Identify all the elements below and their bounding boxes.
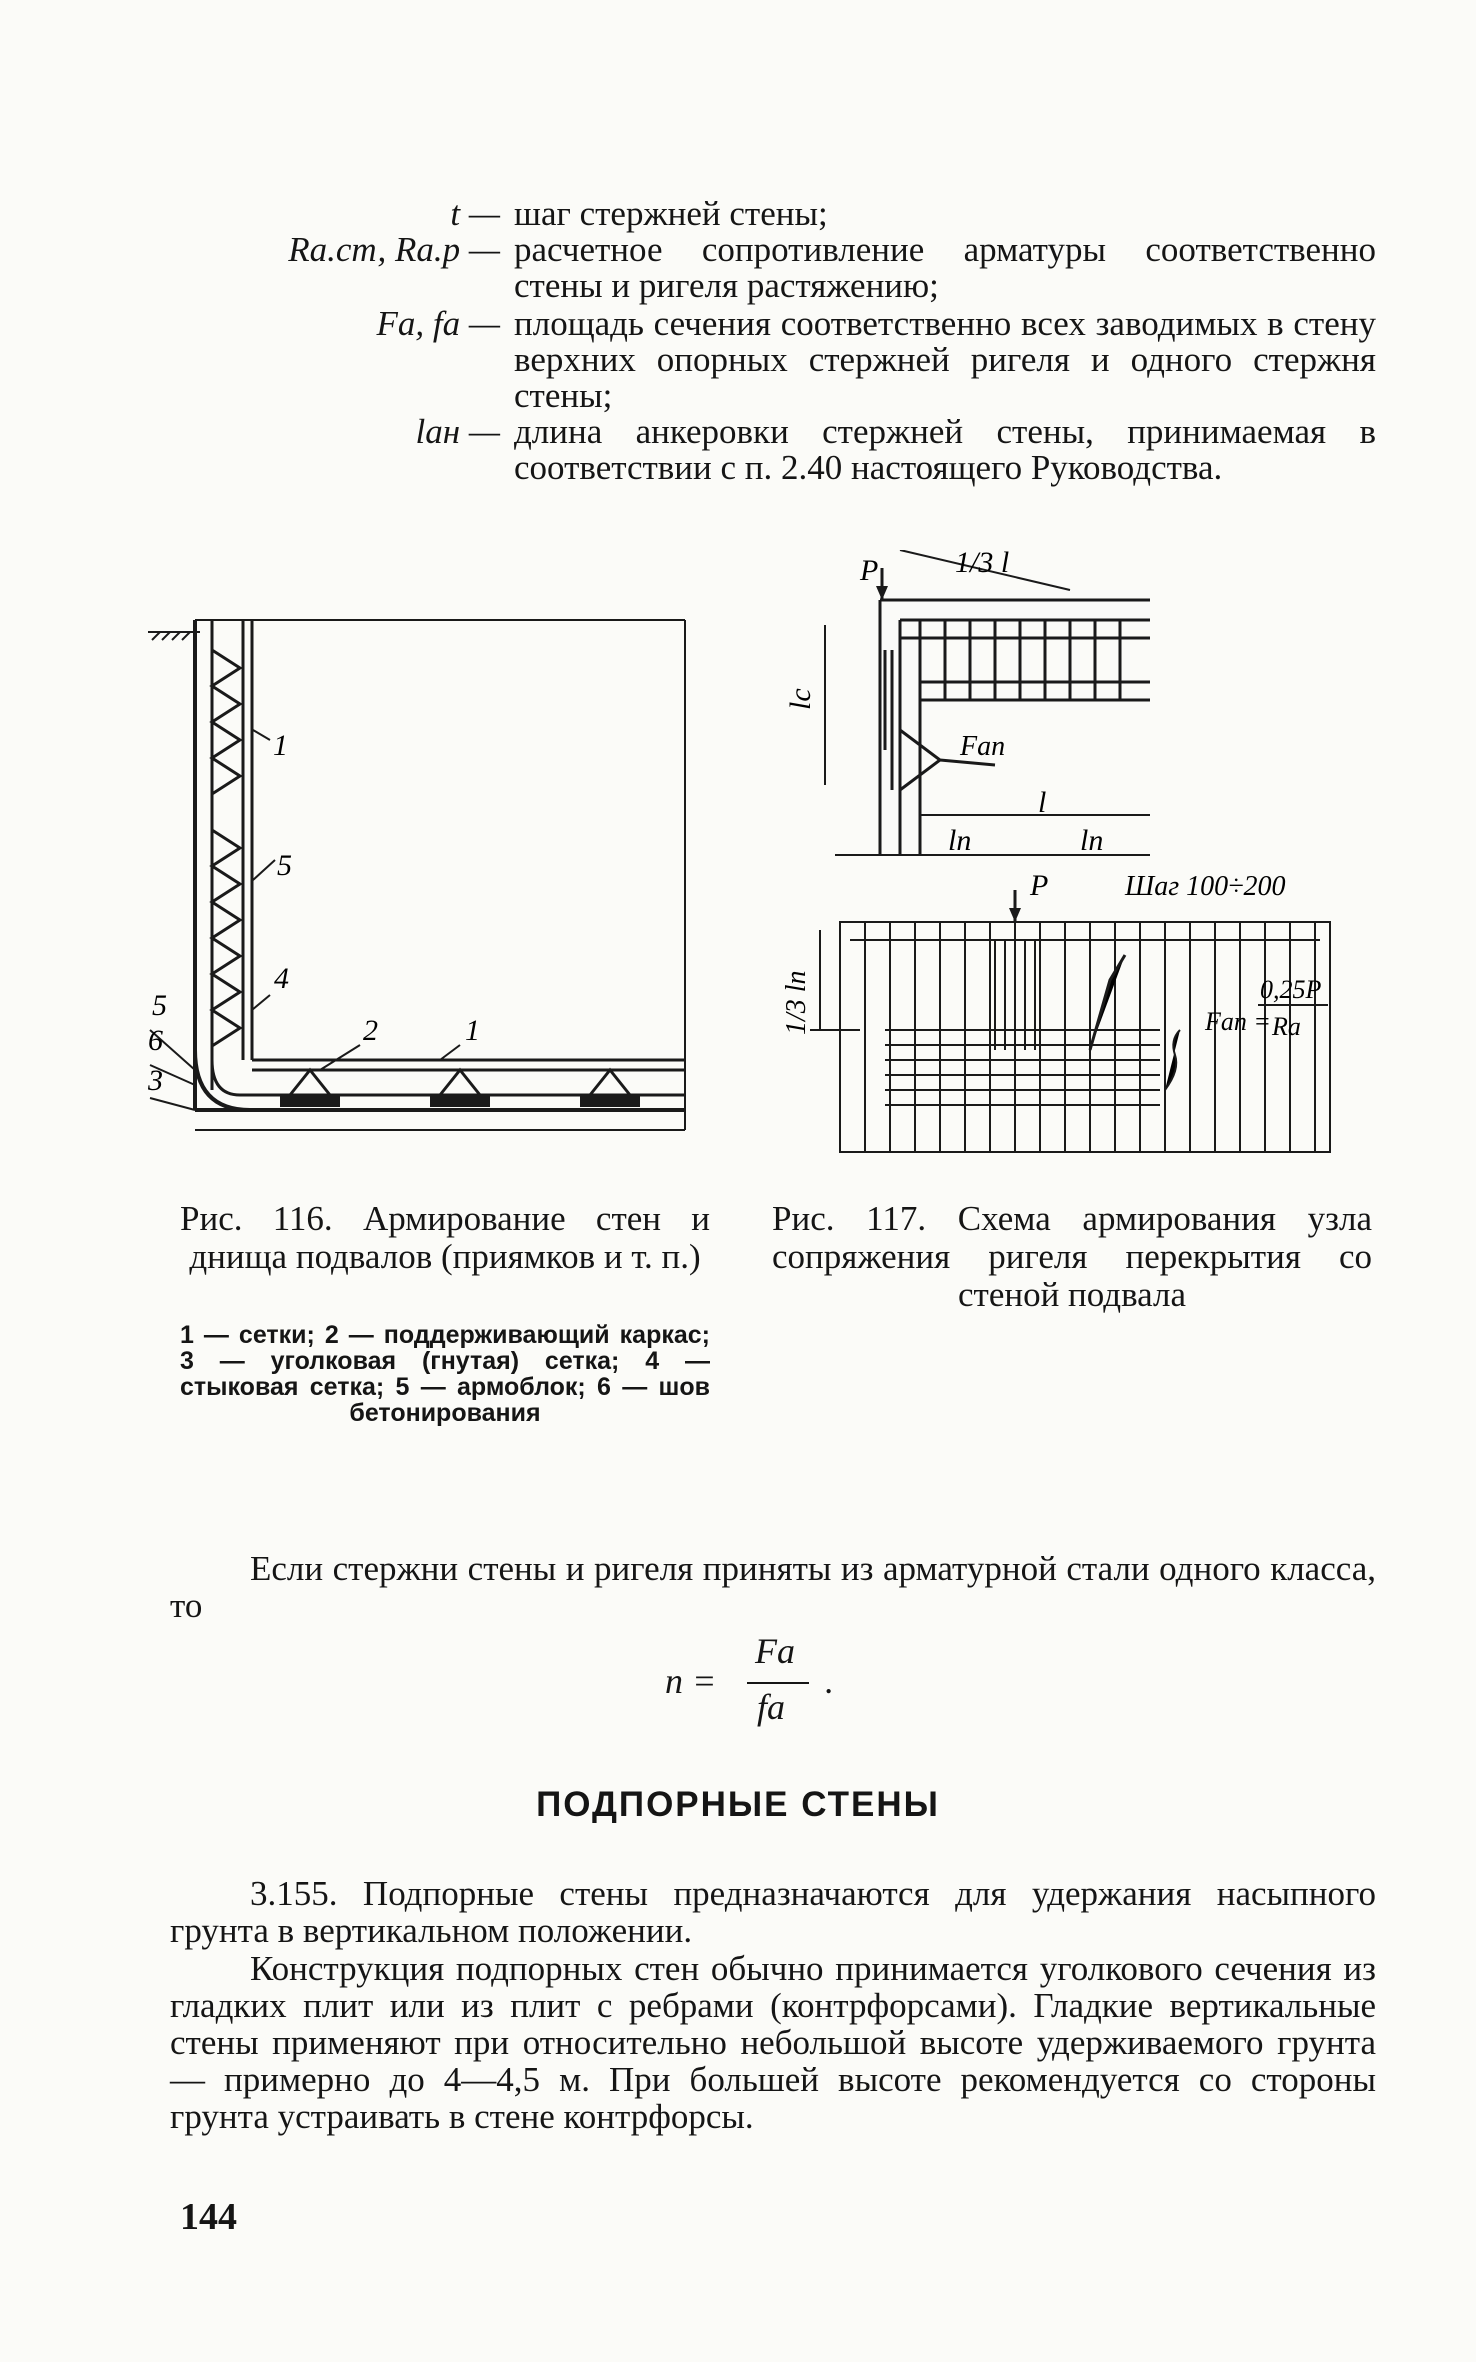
fig117-label: 1/3 l — [955, 550, 1010, 579]
fig117-label: 1/3 ln — [781, 970, 812, 1035]
fig117-label: Fan — [960, 731, 1006, 762]
def-text: шаг стержней стены; — [514, 194, 828, 233]
fraction-bar — [747, 1682, 809, 1684]
figure-117-drawing — [780, 550, 1350, 1165]
fig116-label: 1 — [465, 1014, 480, 1047]
fig117-label: Ra — [1272, 1012, 1301, 1041]
formula-end: . — [825, 1661, 834, 1701]
def-text: расчетное сопротивление арматуры соответственно стены и ригеля растяжению; — [514, 230, 1376, 305]
fig116-label: 5 — [277, 849, 292, 882]
fig117-label: P — [1030, 869, 1049, 902]
def-symbol: lан — — [415, 412, 500, 451]
page-number: 144 — [180, 2196, 237, 2238]
fig117-label: lc — [784, 688, 817, 710]
formula-numerator: Fа — [755, 1631, 795, 1671]
fig116-label: 1 — [273, 729, 288, 762]
figure-117-caption: Рис. 117. Схема армирования узла сопряжения ригеля перекрытия со стеной подвала — [772, 1199, 1372, 1314]
paragraph: Конструкция подпорных стен обычно принимается уголкового сечения из гладких плит или из плит с ребрами (контрфорсами). Гладкие вертикальные стены применяют при относительно небольшой высоте удерживаемого грунта — примерно до 4—4,5 м. При большей высоте рекомендуется со стороны грунта устраивать в стене контрфорсы. — [170, 1949, 1376, 2136]
figure-116-legend: 1 — сетки; 2 — поддерживающий каркас; 3 — уголковая (гнутая) сетка; 4 — стыковая сетка; 5 — армоблок; 6 — шов бетонирования — [180, 1321, 710, 1427]
section-heading: ПОДПОРНЫЕ СТЕНЫ — [536, 1785, 940, 1824]
paragraph: Если стержни стены и ригеля приняты из арматурной стали одного класса, то — [170, 1549, 1376, 1625]
figure-116-caption: Рис. 116. Армирование стен и днища подвалов (приямков и т. п.) — [180, 1199, 710, 1276]
fig116-label: 5 — [152, 989, 167, 1022]
fig116-label: 4 — [274, 962, 289, 995]
def-text: длина анкеровки стержней стены, принимаемая в соответствии с п. 2.40 настоящего Руководства. — [514, 412, 1376, 487]
fig116-label: 3 — [148, 1064, 163, 1097]
formula — [665, 1630, 885, 1740]
figure-116-drawing — [140, 590, 710, 1150]
fig117-label: ln — [1080, 824, 1104, 857]
fig117-label: 0,25P — [1260, 975, 1322, 1004]
def-symbol: t — — [450, 194, 500, 233]
fig116-label: 6 — [148, 1024, 163, 1057]
def-text: площадь сечения соответственно всех заводимых в стену верхних опорных стержней ригеля и одного стержня стены; — [514, 304, 1376, 415]
def-symbol: Fа, fа — — [376, 304, 500, 343]
fig117-label: ln — [948, 824, 972, 857]
fig117-label: Fan = — [1205, 1007, 1271, 1036]
fig117-label: P — [860, 554, 879, 587]
def-symbol: Rа.ст, Rа.р — — [288, 230, 500, 269]
fig116-label: 2 — [363, 1014, 378, 1047]
fig117-label: l — [1038, 786, 1047, 819]
fig117-label: Шаг 100÷200 — [1125, 871, 1286, 902]
paragraph: 3.155. Подпорные стены предназначаются для удержания насыпного грунта в вертикальном положении. — [170, 1874, 1376, 1950]
formula-denominator: fа — [757, 1687, 786, 1727]
formula-lhs: n = — [665, 1661, 717, 1701]
